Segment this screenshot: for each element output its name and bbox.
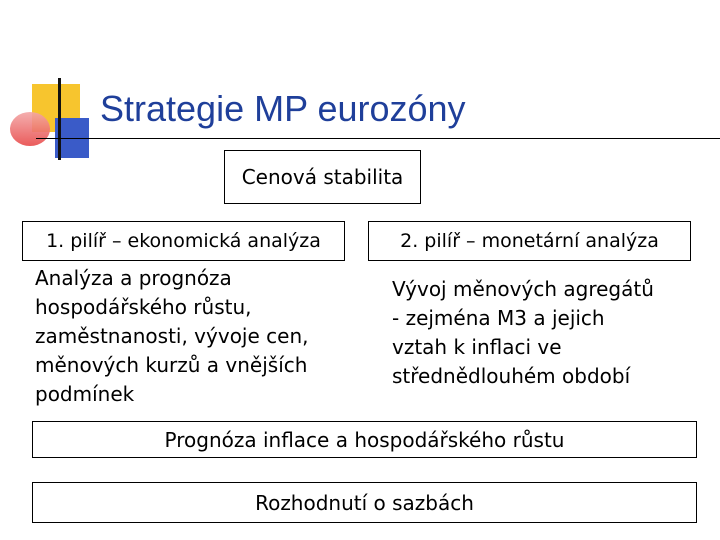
monetary-analysis-line: Vývoj měnových agregátů — [392, 277, 654, 301]
economic-analysis-line: měnových kurzů a vnějších — [35, 353, 308, 377]
economic-analysis-line: Analýza a prognóza — [35, 266, 232, 290]
forecast-label: Prognóza inflace a hospodářského růstu — [164, 427, 565, 452]
slide-title: Strategie MP eurozóny — [100, 88, 466, 129]
economic-analysis-line: hospodářského růstu, — [35, 295, 252, 319]
logo-red-shape-icon — [10, 112, 50, 146]
pillar-1-label: 1. pilíř – ekonomická analýza — [46, 230, 321, 252]
monetary-analysis-text — [392, 275, 654, 391]
monetary-analysis-line: - zejména M3 a jejich — [392, 306, 605, 330]
pillar-2-label: 2. pilíř – monetární analýza — [400, 230, 659, 252]
monetary-analysis-line: vztah k inflaci ve — [392, 335, 562, 359]
logo-vertical-line — [58, 78, 61, 160]
economic-analysis-line: zaměstnanosti, vývoje cen, — [35, 324, 309, 348]
title-underline — [36, 138, 720, 139]
pillar-2-box — [368, 221, 691, 261]
economic-analysis-text — [35, 264, 308, 409]
pillar-1-box — [22, 221, 345, 261]
rate-decision-box — [32, 482, 697, 523]
price-stability-label: Cenová stabilita — [241, 165, 404, 189]
price-stability-box — [224, 150, 421, 204]
rate-decision-label: Rozhodnutí o sazbách — [255, 490, 474, 515]
monetary-analysis-line: střednědlouhém období — [392, 364, 631, 388]
economic-analysis-line: podmínek — [35, 382, 135, 406]
forecast-box — [32, 421, 697, 458]
